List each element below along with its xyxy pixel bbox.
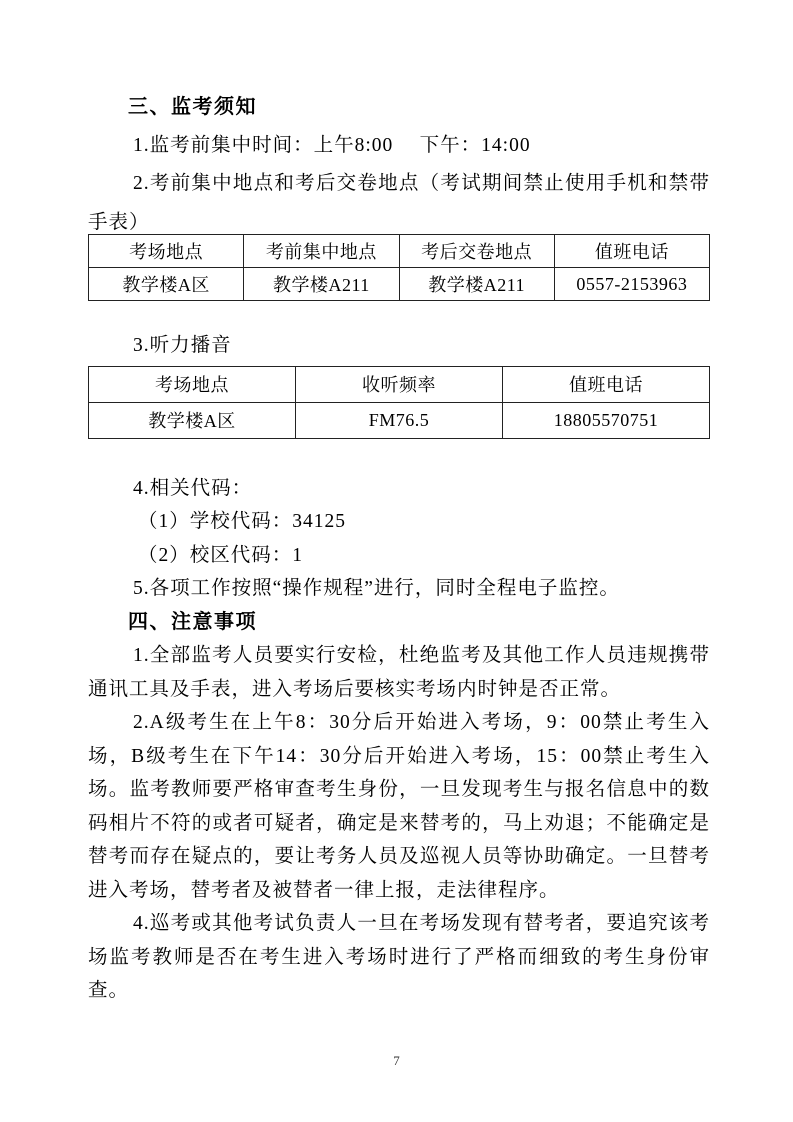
section-4-heading: 四、注意事项 xyxy=(128,610,257,633)
table-cell: FM76.5 xyxy=(296,402,503,438)
document-content xyxy=(88,88,710,1008)
table-header-row xyxy=(89,366,710,402)
s3-item-school-code: （1）学校代码：34125 xyxy=(138,511,347,532)
s4-item-inspection: 4.巡考或其他考试负责人一旦在考场发现有替考者，要追究该考场监考教师是否在考生进入考场时进行了严格而细致的考生身份审查。 xyxy=(88,913,710,1001)
page-number: 7 xyxy=(393,1053,400,1068)
table-header-row xyxy=(89,235,710,268)
table-header-cell: 值班电话 xyxy=(503,366,710,402)
table-header-cell: 收听频率 xyxy=(296,366,503,402)
s3-item-campus-code: （2）校区代码：1 xyxy=(138,544,304,566)
s3-item-assembly-time: 1.监考前集中时间：上午8:00 下午：14:00 xyxy=(133,134,531,156)
table-row xyxy=(89,268,710,301)
table-cell: 教学楼A区 xyxy=(89,402,296,438)
table-cell: 教学楼A211 xyxy=(399,268,554,301)
section-3-heading: 三、监考须知 xyxy=(128,96,257,118)
s4-item-security-check: 1.全部监考人员要实行安检，杜绝监考及其他工作人员违规携带通讯工具及手表，进入考场后要核实考场内时钟是否正常。 xyxy=(88,645,710,700)
s3-item-locations: 2.考前集中地点和考后交卷地点（考试期间禁止使用手机和禁带手表） xyxy=(88,173,710,233)
s3-item-codes: 4.相关代码： xyxy=(133,477,253,499)
table-header-cell: 考后交卷地点 xyxy=(399,235,554,268)
listening-broadcast-table xyxy=(88,366,710,439)
table-cell: 18805570751 xyxy=(503,402,710,438)
table-cell: 教学楼A211 xyxy=(244,268,399,301)
table-header-cell: 考场地点 xyxy=(89,235,244,268)
exam-locations-table xyxy=(88,234,710,301)
s4-item-entry-rules: 2.A级考生在上午8：30分后开始进入考场，9：00禁止考生入场，B级考生在下午14：30分后开始进入考场，15：00禁止考生入场。监考教师要严格审查考生身份，一旦发现考生与报名信息中的数码相片不符的或者可疑者，确定是来替考的，马上劝退；不能确定是替考而存在疑点的，要让考务人员及巡视人员等协助确定。一旦替考进入考场，替考者及被替者一律上报，走法律程序。 xyxy=(88,712,710,901)
table-header-cell: 考前集中地点 xyxy=(244,235,399,268)
s3-item-listening: 3.听力播音 xyxy=(133,335,232,356)
s3-item-procedures: 5.各项工作按照“操作规程”进行，同时全程电子监控。 xyxy=(133,578,620,599)
table-header-cell: 值班电话 xyxy=(554,235,709,268)
table-row xyxy=(89,402,710,438)
table-cell: 教学楼A区 xyxy=(89,268,244,301)
table-header-cell: 考场地点 xyxy=(89,366,296,402)
table-cell: 0557-2153963 xyxy=(554,268,709,301)
